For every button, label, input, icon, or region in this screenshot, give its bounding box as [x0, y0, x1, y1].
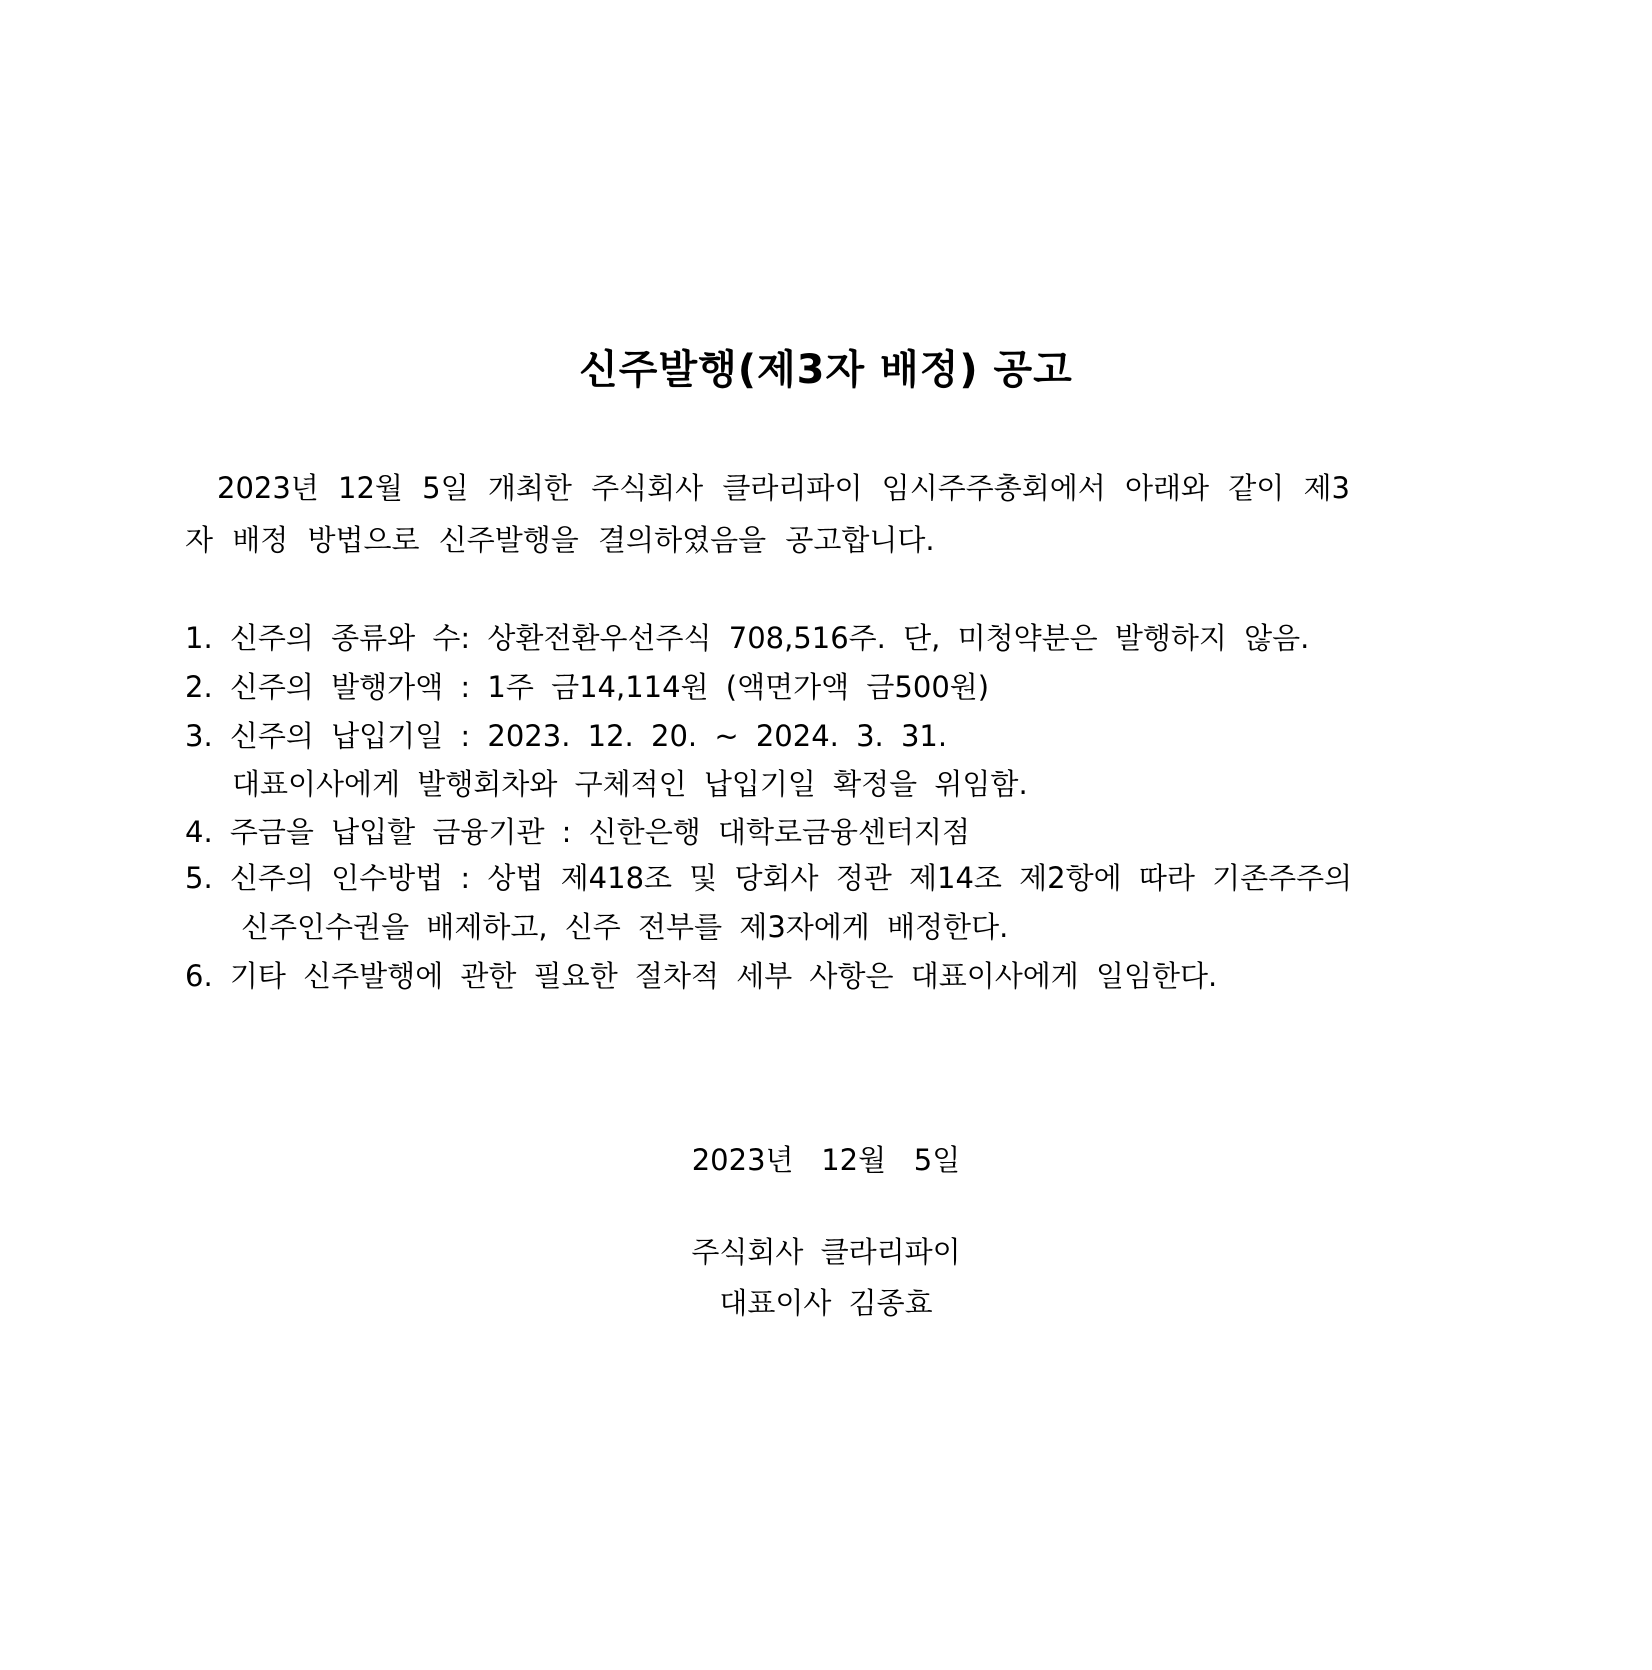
item-2-issue-price: 2. 신주의 발행가액 : 1주 금14,114원 (액면가액 금500원)	[185, 670, 990, 704]
item-6-other-matters: 6. 기타 신주발행에 관한 필요한 절차적 세부 사항은 대표이사에게 일임한다.	[185, 959, 1218, 993]
notice-date: 2023년 12월 5일	[691, 1143, 961, 1177]
item-3-payment-date: 3. 신주의 납입기일 : 2023. 12. 20. ~ 2024. 3. 31.	[185, 719, 948, 753]
item-5-subscription-method: 5. 신주의 인수방법 : 상법 제418조 및 당회사 정관 제14조 제2항에 따라 기존주주의	[185, 861, 1353, 895]
intro-line-1: 2023년 12월 5일 개최한 주식회사 클라리파이 임시주주총회에서 아래와 같이 제3	[217, 471, 1350, 505]
intro-line-2: 자 배정 방법으로 신주발행을 결의하였음을 공고합니다.	[185, 523, 935, 557]
ceo-name: 대표이사 김종효	[719, 1286, 933, 1320]
company-name: 주식회사 클라리파이	[691, 1235, 961, 1269]
item-1-type-and-count: 1. 신주의 종류와 수: 상환전환우선주식 708,516주. 단, 미청약분은 발행하지 않음.	[185, 621, 1310, 655]
notice-title: 신주발행(제3자 배정) 공고	[579, 347, 1073, 393]
item-5-continuation: 신주인수권을 배제하고, 신주 전부를 제3자에게 배정한다.	[241, 910, 1009, 944]
item-3-continuation: 대표이사에게 발행회차와 구체적인 납입기일 확정을 위임함.	[232, 767, 1028, 801]
intro-paragraph	[185, 462, 1415, 566]
item-4-financial-institution: 4. 주금을 납입할 금융기관 : 신한은행 대학로금융센터지점	[185, 815, 971, 849]
